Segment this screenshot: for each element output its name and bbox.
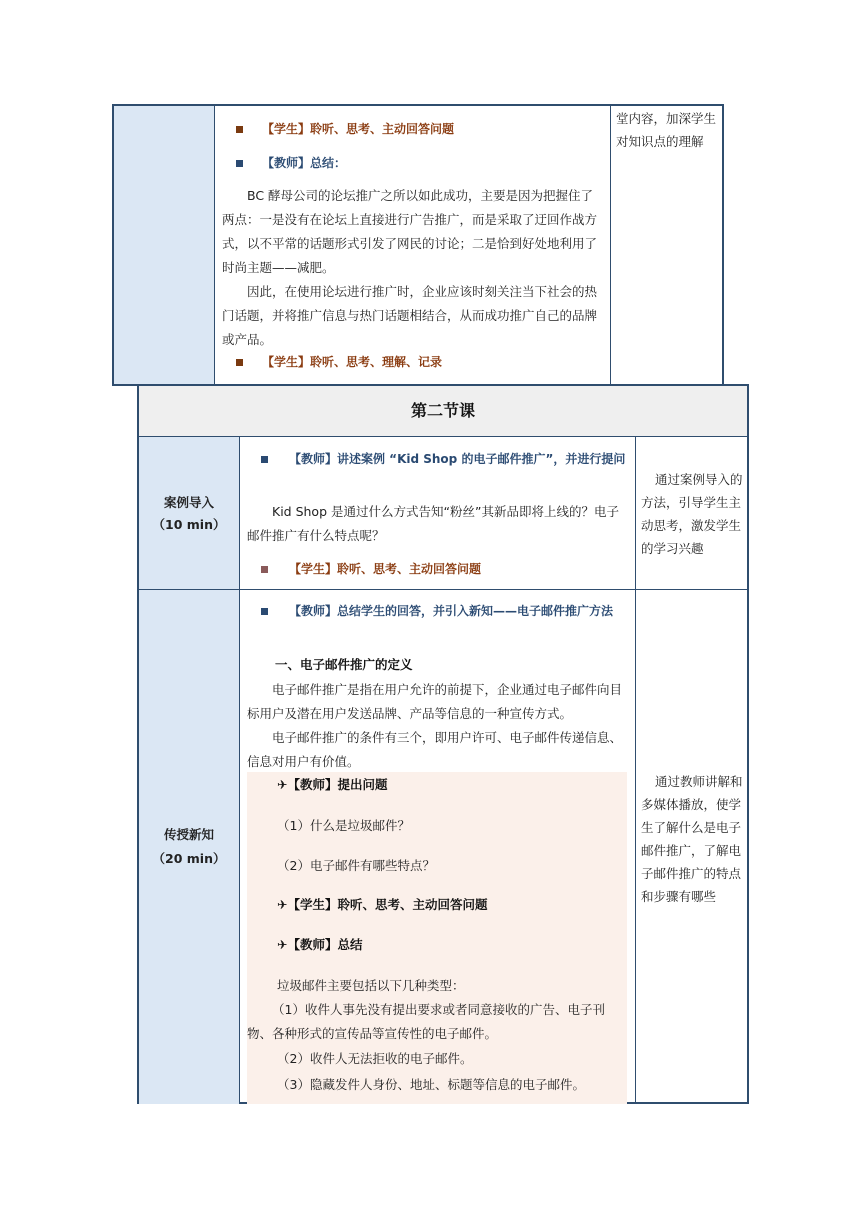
types-intro: 垃圾邮件主要包括以下几种类型：: [277, 978, 465, 993]
previous-lesson-table: [112, 104, 724, 386]
student-activity: 【学生】聆听、思考、理解、记录: [262, 355, 443, 369]
row-label: 案例导入: [163, 495, 214, 510]
student-activity: 【学生】聆听、思考、主动回答问题: [262, 122, 455, 136]
new-knowledge-label-cell: [139, 590, 239, 1104]
spam-type: （1）收件人事先没有提出要求或者同意接收的广告、电子刊物、各种形式的宣传品等宣传性的电子邮件。: [247, 1002, 605, 1041]
design-note: 堂内容，加深学生对知识点的理解: [616, 111, 717, 149]
question-item: （1）什么是垃圾邮件？: [277, 818, 410, 833]
label-cell: [114, 106, 214, 384]
spam-type: （2）收件人无法拒收的电子邮件。: [277, 1051, 473, 1066]
lesson-two-table: [137, 384, 749, 1104]
divider: [610, 106, 611, 384]
teacher-summary-heading: ✈【教师】总结: [277, 937, 363, 952]
design-note: 通过教师讲解和多媒体播放，使学生了解什么是电子邮件推广，了解电子邮件推广的特点和步骤有哪些: [641, 774, 743, 904]
case-question: Kid Shop 是通过什么方式告知“粉丝”其新品即将上线的？电子邮件推广有什么特点呢？: [247, 504, 619, 543]
bullet-square-icon: [236, 160, 243, 167]
spam-type: （3）隐藏发件人身份、地址、标题等信息的电子邮件。: [277, 1077, 585, 1092]
student-activity: 【学生】聆听、思考、主动回答问题: [289, 562, 482, 576]
case-intro-label-cell: [139, 437, 239, 589]
teacher-activity: 【教师】讲述案例 “Kid Shop 的电子邮件推广”，并进行提问: [289, 452, 626, 466]
bullet-square-icon: [261, 608, 268, 615]
section-heading: 一、电子邮件推广的定义: [275, 657, 413, 672]
question-item: （2）电子邮件有哪些特点？: [277, 858, 435, 873]
teacher-summary-heading: 【教师】总结：: [262, 156, 347, 170]
bullet-square-icon: [261, 566, 268, 573]
row-duration: （20 min）: [152, 851, 226, 866]
bullet-square-icon: [236, 359, 243, 366]
bullet-square-icon: [236, 126, 243, 133]
divider: [239, 436, 240, 1104]
summary-paragraph: 因此，在使用论坛进行推广时，企业应该时刻关注当下社会的热门话题，并将推广信息与热门话题相结合，从而成功推广自己的品牌或产品。: [222, 284, 598, 347]
lesson-title: 第二节课: [139, 386, 747, 436]
conditions-paragraph: 电子邮件推广的条件有三个，即用户许可、电子邮件传递信息、信息对用户有价值。: [247, 730, 623, 769]
teacher-activity: 【教师】总结学生的回答，并引入新知——电子邮件推广方法: [289, 604, 614, 618]
student-response-heading: ✈【学生】聆听、思考、主动回答问题: [277, 897, 488, 912]
row-duration: （10 min）: [152, 517, 226, 532]
summary-paragraph: BC 酵母公司的论坛推广之所以如此成功，主要是因为把握住了两点：一是没有在论坛上直接进行广告推广，而是采取了迂回作战方式，以不平常的话题形式引发了网民的讨论；二是恰到好处地利用了时尚主题——减肥。: [222, 188, 598, 275]
teacher-question-heading: ✈【教师】提出问题: [277, 777, 388, 792]
divider: [214, 106, 215, 384]
design-note: 通过案例导入的方法，引导学生主动思考，激发学生的学习兴趣: [641, 472, 743, 556]
definition-paragraph: 电子邮件推广是指在用户允许的前提下，企业通过电子邮件向目标用户及潜在用户发送品牌、产品等信息的一种宣传方式。: [247, 682, 623, 721]
discussion-box: [247, 772, 627, 1104]
row-label: 传授新知: [163, 827, 214, 842]
divider: [635, 436, 636, 1104]
bullet-square-icon: [261, 456, 268, 463]
